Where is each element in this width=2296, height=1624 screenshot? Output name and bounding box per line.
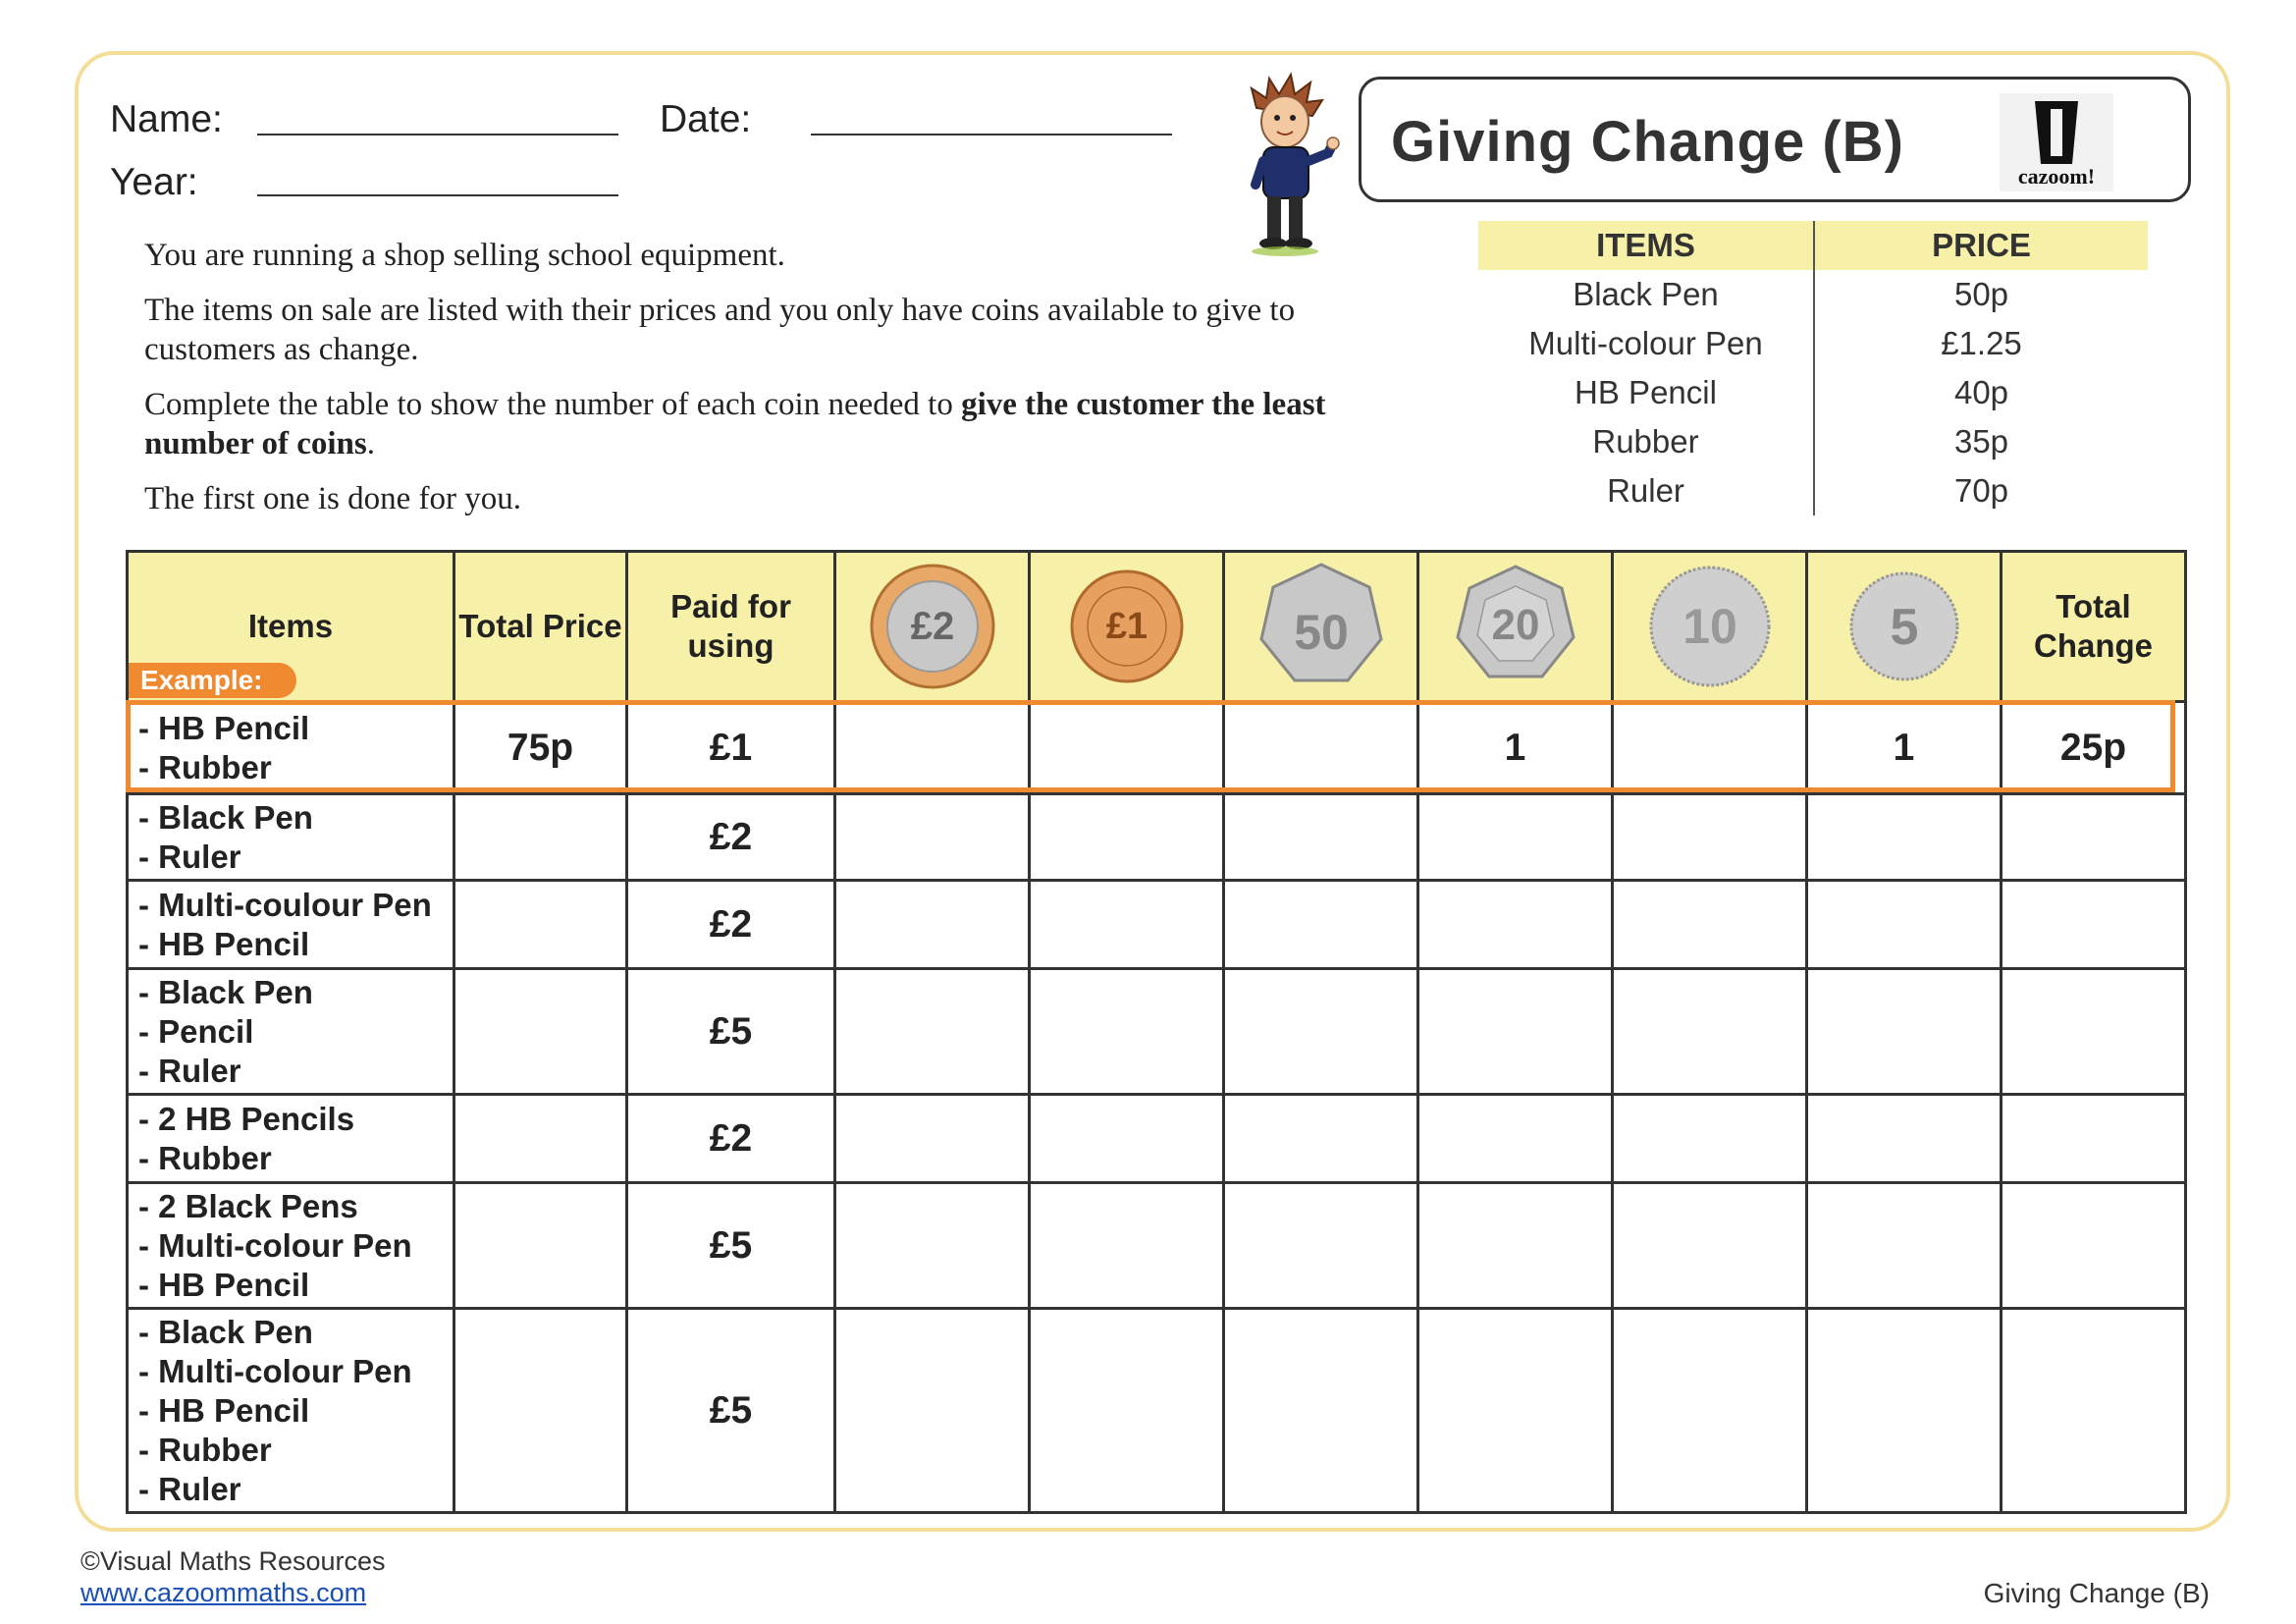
svg-text:10: 10	[1682, 599, 1737, 654]
footer-title: Giving Change (B)	[1983, 1578, 2210, 1608]
mascot-illustration	[1222, 71, 1350, 257]
paid-for-header: Paid for using	[627, 552, 835, 702]
change-table	[126, 550, 2187, 1514]
name-field[interactable]	[257, 134, 618, 135]
total-change-cell[interactable]	[2002, 794, 2186, 881]
items-cell	[128, 702, 454, 794]
worksheet-title: Giving Change (B)	[1391, 110, 1904, 174]
total-change-cell[interactable]	[2002, 1183, 2186, 1309]
item-line: - HB Pencil	[138, 925, 310, 962]
twenty-pence-count-cell[interactable]	[1418, 881, 1613, 969]
one-pound-coin-icon	[1068, 568, 1186, 685]
fifty-pence-count-cell[interactable]	[1224, 794, 1418, 881]
five-pence-count-cell: 1	[1807, 702, 2002, 794]
five-pence-count-cell[interactable]	[1807, 1309, 2002, 1513]
paid-for-cell: £1	[627, 702, 835, 794]
item-line: - Pencil	[138, 1012, 254, 1050]
title-box	[1359, 77, 2191, 202]
two-pound-count-cell[interactable]	[835, 794, 1030, 881]
coin-header-5p	[1807, 552, 2002, 702]
paid-for-cell: £2	[627, 1095, 835, 1183]
total-change-cell[interactable]	[2002, 1095, 2186, 1183]
total-price-cell[interactable]	[454, 1095, 627, 1183]
twenty-pence-count-cell: 1	[1418, 702, 1613, 794]
twenty-pence-count-cell[interactable]	[1418, 1309, 1613, 1513]
table-row	[128, 881, 2186, 969]
total-price-cell[interactable]	[454, 969, 627, 1095]
instruction-emphasis: give the customer the least number of coins	[144, 387, 1326, 461]
price-list	[1478, 221, 2148, 515]
total-price-cell[interactable]	[454, 794, 627, 881]
total-price-cell[interactable]	[454, 1183, 627, 1309]
item-line: - Multi-colour Pen	[138, 1352, 412, 1389]
items-cell	[128, 881, 454, 969]
name-label: Name:	[110, 98, 223, 140]
coin-header-2-pounds	[835, 552, 1030, 702]
price-list-row: HB Pencil 40p	[1478, 368, 2148, 417]
paid-for-cell: £5	[627, 1183, 835, 1309]
total-change-cell: 25p	[2002, 702, 2186, 794]
item-line: - Rubber	[138, 1431, 272, 1468]
svg-text:20: 20	[1491, 601, 1539, 649]
five-pence-count-cell[interactable]	[1807, 881, 2002, 969]
table-row	[128, 794, 2186, 881]
price-list-row: Rubber 35p	[1478, 417, 2148, 466]
item-line: - Black Pen	[138, 1313, 313, 1350]
table-row	[128, 969, 2186, 1095]
total-change-cell[interactable]	[2002, 969, 2186, 1095]
item-line: - HB Pencil	[138, 709, 310, 746]
svg-text:£1: £1	[1105, 606, 1148, 647]
two-pound-count-cell[interactable]	[835, 881, 1030, 969]
five-pence-count-cell[interactable]	[1807, 1183, 2002, 1309]
two-pound-count-cell	[835, 702, 1030, 794]
year-field[interactable]	[257, 194, 618, 196]
ten-pence-count-cell[interactable]	[1613, 969, 1807, 1095]
coin-header-50p	[1224, 552, 1418, 702]
price-list-header	[1478, 221, 2148, 270]
date-label: Date:	[660, 98, 752, 140]
date-field[interactable]	[811, 134, 1172, 135]
ten-pence-count-cell[interactable]	[1613, 1309, 1807, 1513]
paid-for-cell: £5	[627, 969, 835, 1095]
one-pound-count-cell[interactable]	[1030, 881, 1224, 969]
five-pence-coin-icon	[1845, 568, 1963, 685]
two-pound-count-cell[interactable]	[835, 1183, 1030, 1309]
twenty-pence-count-cell[interactable]	[1418, 969, 1613, 1095]
coin-header-1-pound	[1030, 552, 1224, 702]
item-line: - Rubber	[138, 748, 272, 785]
total-change-header: Total Change	[2002, 552, 2186, 702]
table-row	[128, 1183, 2186, 1309]
total-price-cell: 75p	[454, 702, 627, 794]
ten-pence-count-cell[interactable]	[1613, 1095, 1807, 1183]
example-tag: Example:	[129, 663, 296, 698]
total-price-cell[interactable]	[454, 1309, 627, 1513]
item-line: - HB Pencil	[138, 1266, 310, 1303]
svg-text:5: 5	[1890, 599, 1918, 656]
instruction-note: The first one is done for you.	[144, 481, 521, 516]
instruction-intro: You are running a shop selling school equipment.	[144, 238, 785, 273]
paid-for-cell: £2	[627, 794, 835, 881]
price-list-price-header: PRICE	[1932, 227, 2031, 263]
total-price-cell[interactable]	[454, 881, 627, 969]
ten-pence-count-cell[interactable]	[1613, 794, 1807, 881]
price-list-row: Black Pen 50p	[1478, 270, 2148, 319]
price-list-items-header: ITEMS	[1478, 221, 1815, 270]
item-line: - Ruler	[138, 1052, 241, 1089]
copyright-text: ©Visual Maths Resources	[80, 1546, 386, 1576]
five-pence-count-cell[interactable]	[1807, 794, 2002, 881]
svg-text:50: 50	[1293, 605, 1349, 660]
fifty-pence-count-cell[interactable]	[1224, 1309, 1418, 1513]
twenty-pence-count-cell[interactable]	[1418, 794, 1613, 881]
two-pound-count-cell[interactable]	[835, 1095, 1030, 1183]
items-cell	[128, 794, 454, 881]
items-cell	[128, 1095, 454, 1183]
items-header: Items Example:	[128, 552, 454, 702]
item-line: - Multi-coulour Pen	[138, 886, 432, 923]
twenty-pence-count-cell[interactable]	[1418, 1095, 1613, 1183]
total-change-cell[interactable]	[2002, 881, 2186, 969]
footer-left	[80, 1545, 386, 1608]
example-row	[128, 702, 2186, 794]
website-link[interactable]: www.cazoommaths.com	[80, 1578, 367, 1607]
cazoom-logo	[1998, 91, 2115, 193]
fifty-pence-count-cell[interactable]	[1224, 969, 1418, 1095]
item-line: - Multi-colour Pen	[138, 1226, 412, 1264]
price-list-row: Multi-colour Pen £1.25	[1478, 319, 2148, 368]
coin-header-10p	[1613, 552, 1807, 702]
one-pound-count-cell[interactable]	[1030, 1095, 1224, 1183]
coin-header-20p	[1418, 552, 1613, 702]
svg-text:£2: £2	[910, 605, 954, 648]
one-pound-count-cell[interactable]	[1030, 1183, 1224, 1309]
twenty-pence-coin-icon	[1450, 561, 1581, 692]
two-pound-coin-icon	[869, 563, 996, 690]
item-line: - 2 HB Pencils	[138, 1100, 355, 1137]
price-list-row: Ruler 70p	[1478, 466, 2148, 515]
five-pence-count-cell[interactable]	[1807, 969, 2002, 1095]
table-row	[128, 1095, 2186, 1183]
year-label: Year:	[110, 161, 198, 203]
one-pound-count-cell[interactable]	[1030, 1309, 1224, 1513]
items-cell	[128, 1183, 454, 1309]
instruction-items: The items on sale are listed with their prices and you only have coins available to give to customers as change.	[144, 293, 1296, 367]
item-line: - Black Pen	[138, 798, 313, 836]
five-pence-count-cell[interactable]	[1807, 1095, 2002, 1183]
ten-pence-count-cell[interactable]	[1613, 881, 1807, 969]
ten-pence-coin-icon	[1646, 563, 1774, 690]
total-price-header: Total Price	[454, 552, 627, 702]
instruction-task: Complete the table to show the number of each coin needed to give the customer the least number of coins.	[144, 387, 1326, 461]
total-change-cell[interactable]	[2002, 1309, 2186, 1513]
fifty-pence-coin-icon	[1255, 561, 1387, 692]
item-line: - Rubber	[138, 1139, 272, 1176]
fifty-pence-count-cell[interactable]	[1224, 1095, 1418, 1183]
ten-pence-count-cell[interactable]	[1613, 1183, 1807, 1309]
instructions	[144, 236, 1391, 534]
one-pound-count-cell	[1030, 702, 1224, 794]
one-pound-count-cell[interactable]	[1030, 969, 1224, 1095]
item-line: - 2 Black Pens	[138, 1187, 358, 1224]
items-cell	[128, 969, 454, 1095]
ten-pence-count-cell	[1613, 702, 1807, 794]
fifty-pence-count-cell	[1224, 702, 1418, 794]
fifty-pence-count-cell[interactable]	[1224, 1183, 1418, 1309]
table-row	[128, 1309, 2186, 1513]
item-line: - HB Pencil	[138, 1391, 310, 1429]
svg-text:cazoom!: cazoom!	[2017, 164, 2096, 189]
item-line: - Ruler	[138, 1470, 241, 1507]
twenty-pence-count-cell[interactable]	[1418, 1183, 1613, 1309]
two-pound-count-cell[interactable]	[835, 1309, 1030, 1513]
item-line: - Black Pen	[138, 973, 313, 1010]
two-pound-count-cell[interactable]	[835, 969, 1030, 1095]
fifty-pence-count-cell[interactable]	[1224, 881, 1418, 969]
item-line: - Ruler	[138, 838, 241, 875]
paid-for-cell: £2	[627, 881, 835, 969]
items-cell	[128, 1309, 454, 1513]
paid-for-cell: £5	[627, 1309, 835, 1513]
one-pound-count-cell[interactable]	[1030, 794, 1224, 881]
